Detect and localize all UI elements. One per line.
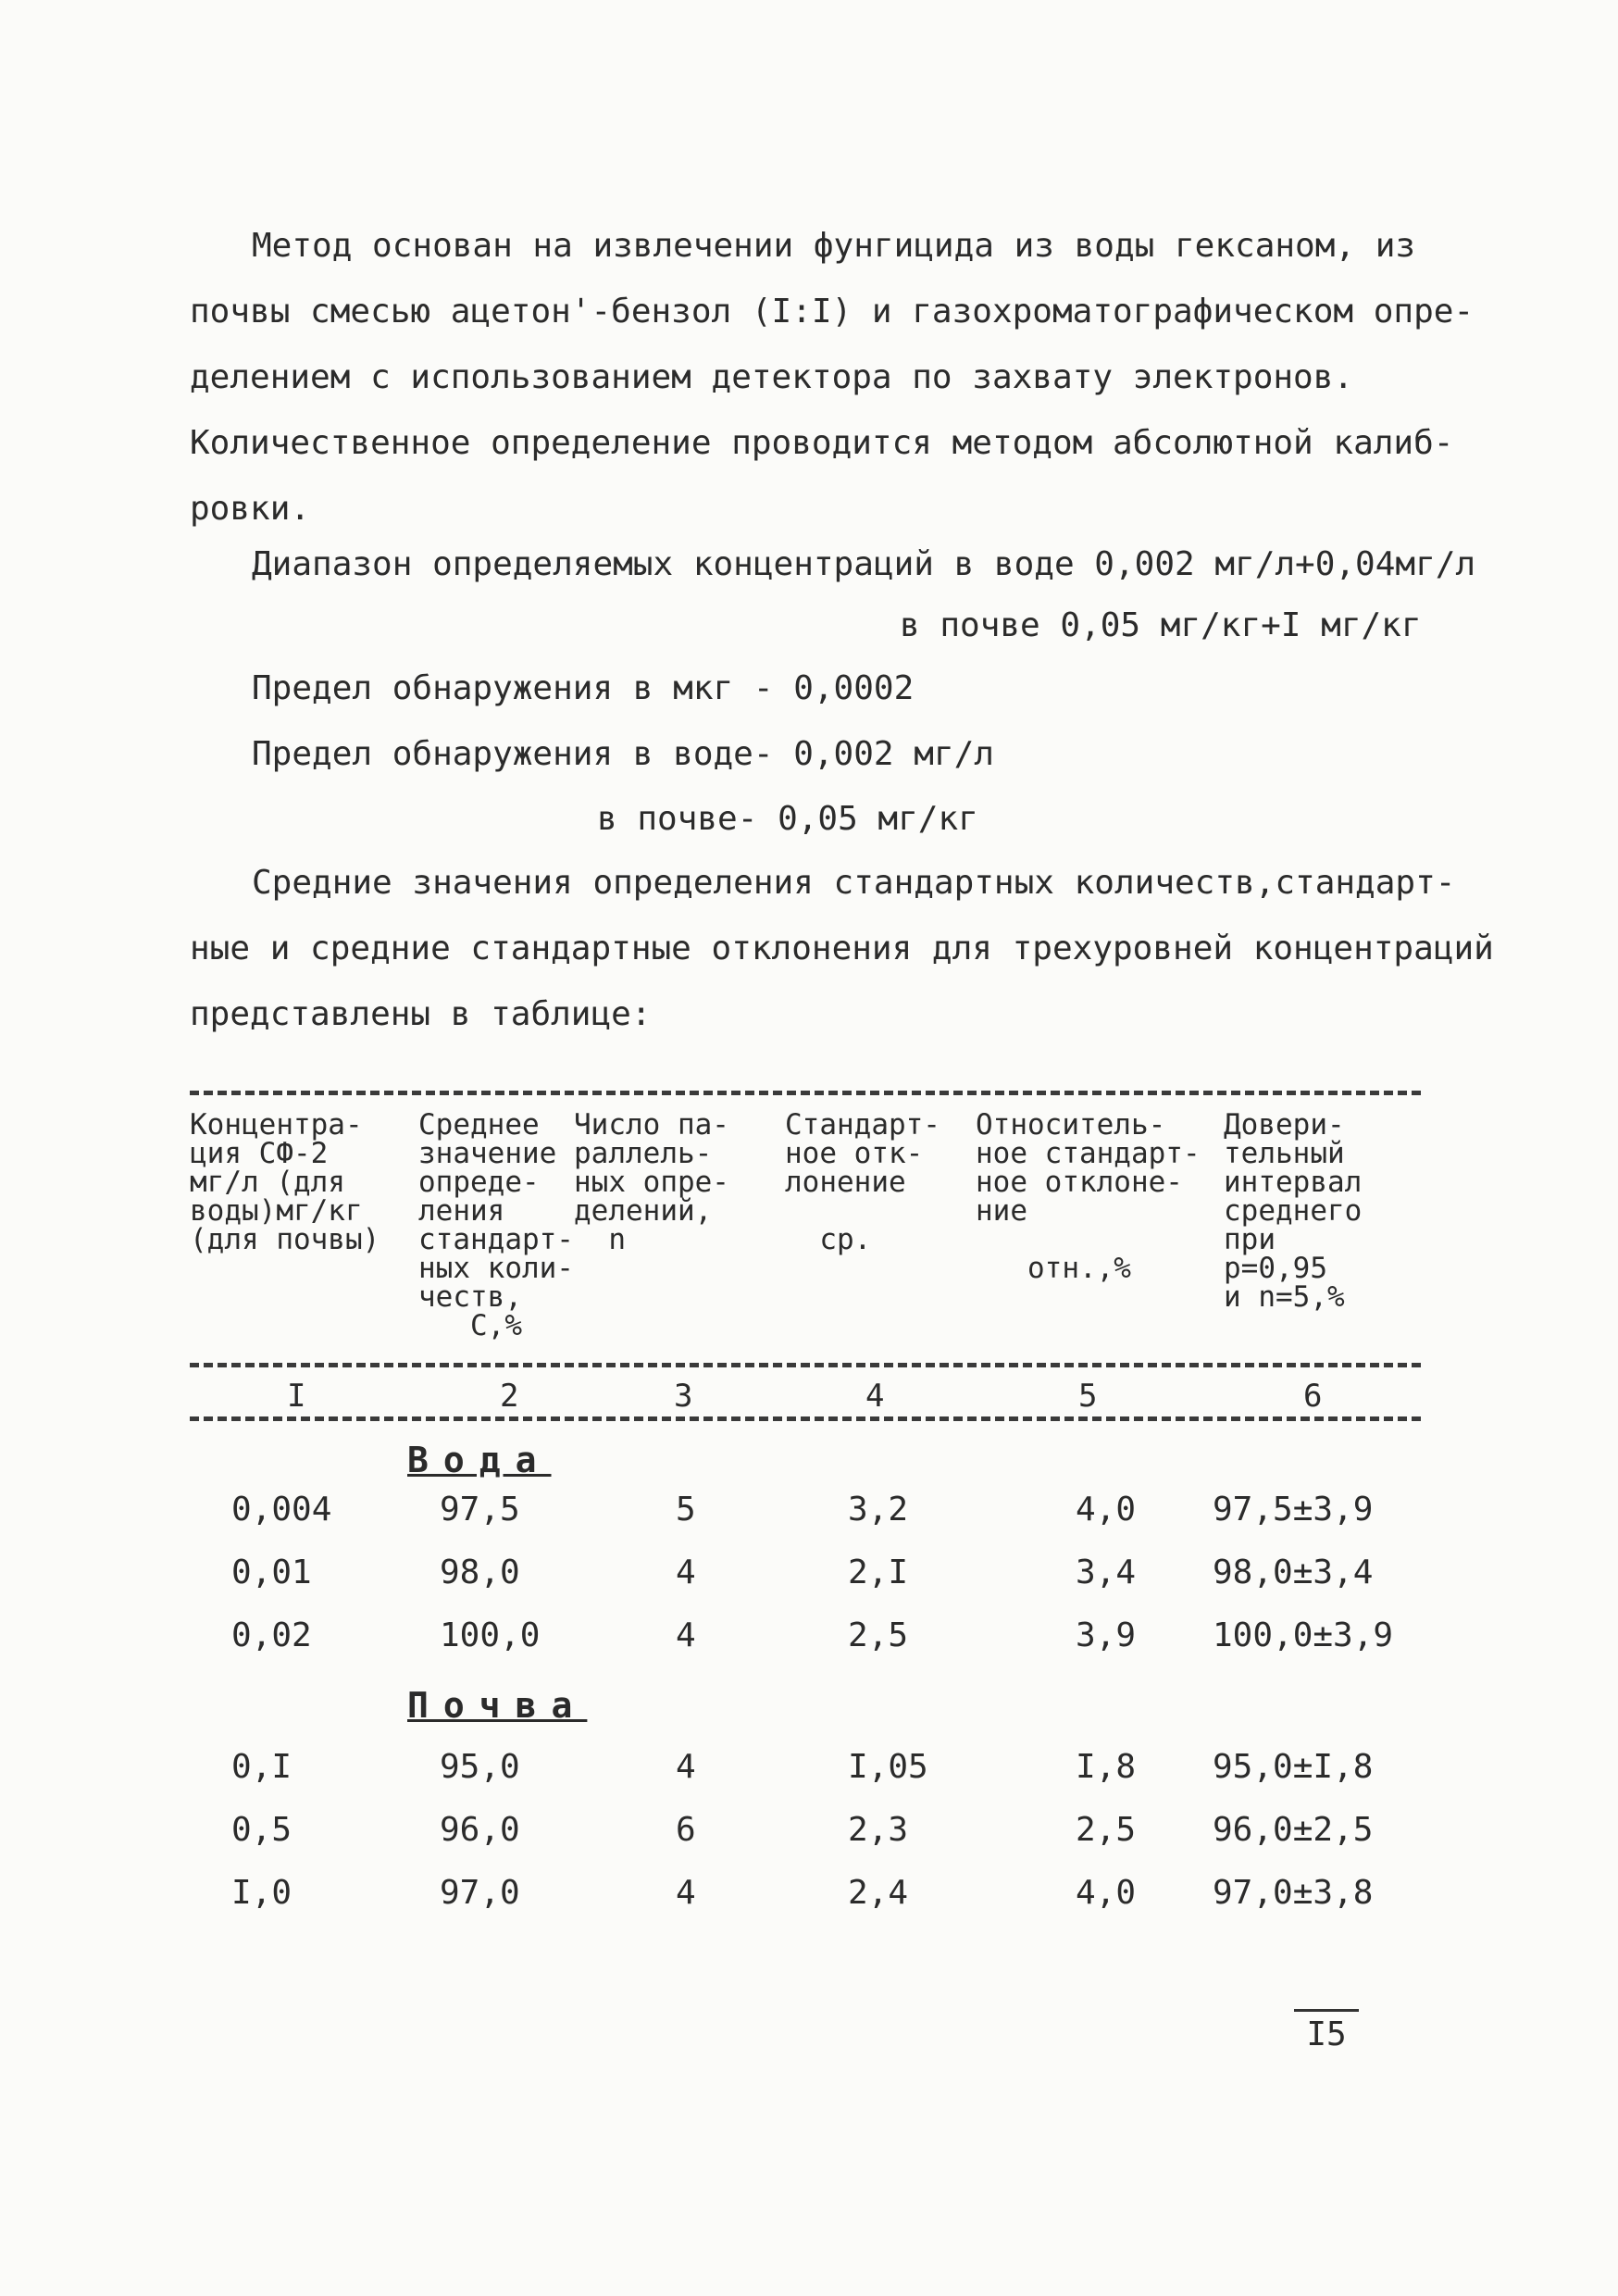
range-water: Диапазон определяемых концентраций в воде 0,002 мг/л+0,04мг/л <box>252 545 1476 583</box>
page-number: I5 <box>1294 2009 1359 2053</box>
table-rule-top <box>190 1091 1421 1095</box>
summary-line-2: ные и средние стандартные отклонения для трехуровней концентраций <box>190 930 1494 967</box>
cell-concentration: 0,01 <box>231 1554 312 1591</box>
intro-line-5: ровки. <box>190 490 311 528</box>
cell-relative-deviation: 2,5 <box>1076 1811 1137 1849</box>
header-parallel-count: Число па- раллель- ных опре- делений, n <box>574 1108 729 1256</box>
cell-concentration: 0,004 <box>231 1491 332 1529</box>
column-number: I <box>287 1378 306 1415</box>
cell-mean-value: 98,0 <box>440 1554 520 1591</box>
cell-std-deviation: 2,5 <box>848 1616 909 1654</box>
cell-std-deviation: 2,4 <box>848 1874 909 1912</box>
cell-mean-value: 100,0 <box>440 1616 541 1654</box>
table-row <box>0 1554 1618 1600</box>
intro-line-3: делением с использованием детектора по захвату электронов. <box>190 358 1354 396</box>
table-row <box>0 1616 1618 1663</box>
cell-concentration: 0,02 <box>231 1616 312 1654</box>
cell-confidence-interval: 97,0±3,8 <box>1213 1874 1374 1912</box>
cell-relative-deviation: 3,4 <box>1076 1554 1137 1591</box>
table-row <box>0 1874 1618 1920</box>
column-number: 3 <box>674 1378 693 1415</box>
summary-line-1: Средние значения определения стандартных количеств,стандарт- <box>252 864 1456 902</box>
cell-confidence-interval: 96,0±2,5 <box>1213 1811 1374 1849</box>
limit-soil: в почве- 0,05 мг/кг <box>597 800 978 838</box>
table-row <box>0 1811 1618 1857</box>
header-confidence-interval: Довери- тельный интервал среднего при р=0,95 и n=5,% <box>1224 1108 1363 1314</box>
cell-std-deviation: 3,2 <box>848 1491 909 1529</box>
limit-water: Предел обнаружения в воде- 0,002 мг/л <box>252 735 994 773</box>
table-rule-columns <box>190 1416 1421 1421</box>
cell-confidence-interval: 97,5±3,9 <box>1213 1491 1374 1529</box>
column-number: 4 <box>865 1378 885 1415</box>
cell-mean-value: 97,0 <box>440 1874 520 1912</box>
table-rule-header <box>190 1363 1421 1367</box>
section-title-water: Вода <box>407 1440 552 1480</box>
cell-confidence-interval: 100,0±3,9 <box>1213 1616 1394 1654</box>
cell-parallel-count: 4 <box>676 1616 696 1654</box>
cell-confidence-interval: 98,0±3,4 <box>1213 1554 1374 1591</box>
cell-std-deviation: 2,I <box>848 1554 909 1591</box>
header-std-deviation: Стандарт- ное отк- лонение ср. <box>785 1108 940 1256</box>
column-number: 6 <box>1303 1378 1323 1415</box>
cell-concentration: I,0 <box>231 1874 292 1912</box>
cell-relative-deviation: 4,0 <box>1076 1491 1137 1529</box>
intro-line-1: Метод основан на извлечении фунгицида из воды гексаном, из <box>252 227 1416 265</box>
summary-line-3: представлены в таблице: <box>190 995 652 1033</box>
cell-concentration: 0,I <box>231 1748 292 1786</box>
header-relative-deviation: Относитель- ное стандарт- ное отклоне- ние отн.,% <box>976 1108 1201 1285</box>
section-title-soil: Почва <box>407 1685 588 1726</box>
cell-std-deviation: 2,3 <box>848 1811 909 1849</box>
cell-concentration: 0,5 <box>231 1811 292 1849</box>
table-row <box>0 1748 1618 1794</box>
column-number: 5 <box>1078 1378 1098 1415</box>
cell-mean-value: 95,0 <box>440 1748 520 1786</box>
intro-line-4: Количественное определение проводится методом абсолютной калиб- <box>190 424 1454 462</box>
header-concentration: Концентра- ция СФ-2 мг/л (для воды)мг/кг (для почвы) <box>190 1108 380 1256</box>
limit-mkg: Предел обнаружения в мкг - 0,0002 <box>252 669 915 707</box>
column-number: 2 <box>500 1378 519 1415</box>
cell-parallel-count: 6 <box>676 1811 696 1849</box>
cell-parallel-count: 5 <box>676 1491 696 1529</box>
cell-std-deviation: I,05 <box>848 1748 928 1786</box>
intro-paragraph <box>190 213 1475 542</box>
cell-confidence-interval: 95,0±I,8 <box>1213 1748 1374 1786</box>
summary-paragraph <box>190 850 1494 1047</box>
cell-relative-deviation: 3,9 <box>1076 1616 1137 1654</box>
cell-mean-value: 97,5 <box>440 1491 520 1529</box>
header-mean-value: Среднее значение опреде- ления стандарт- ных коли- честв, С,% <box>418 1108 574 1342</box>
cell-relative-deviation: I,8 <box>1076 1748 1137 1786</box>
cell-parallel-count: 4 <box>676 1874 696 1912</box>
cell-parallel-count: 4 <box>676 1554 696 1591</box>
range-soil: в почве 0,05 мг/кг+I мг/кг <box>900 606 1422 644</box>
cell-parallel-count: 4 <box>676 1748 696 1786</box>
cell-relative-deviation: 4,0 <box>1076 1874 1137 1912</box>
intro-line-2: почвы смесью ацетон'-бензол (I:I) и газохроматографическом опре- <box>190 293 1475 331</box>
cell-mean-value: 96,0 <box>440 1811 520 1849</box>
table-row <box>0 1491 1618 1537</box>
